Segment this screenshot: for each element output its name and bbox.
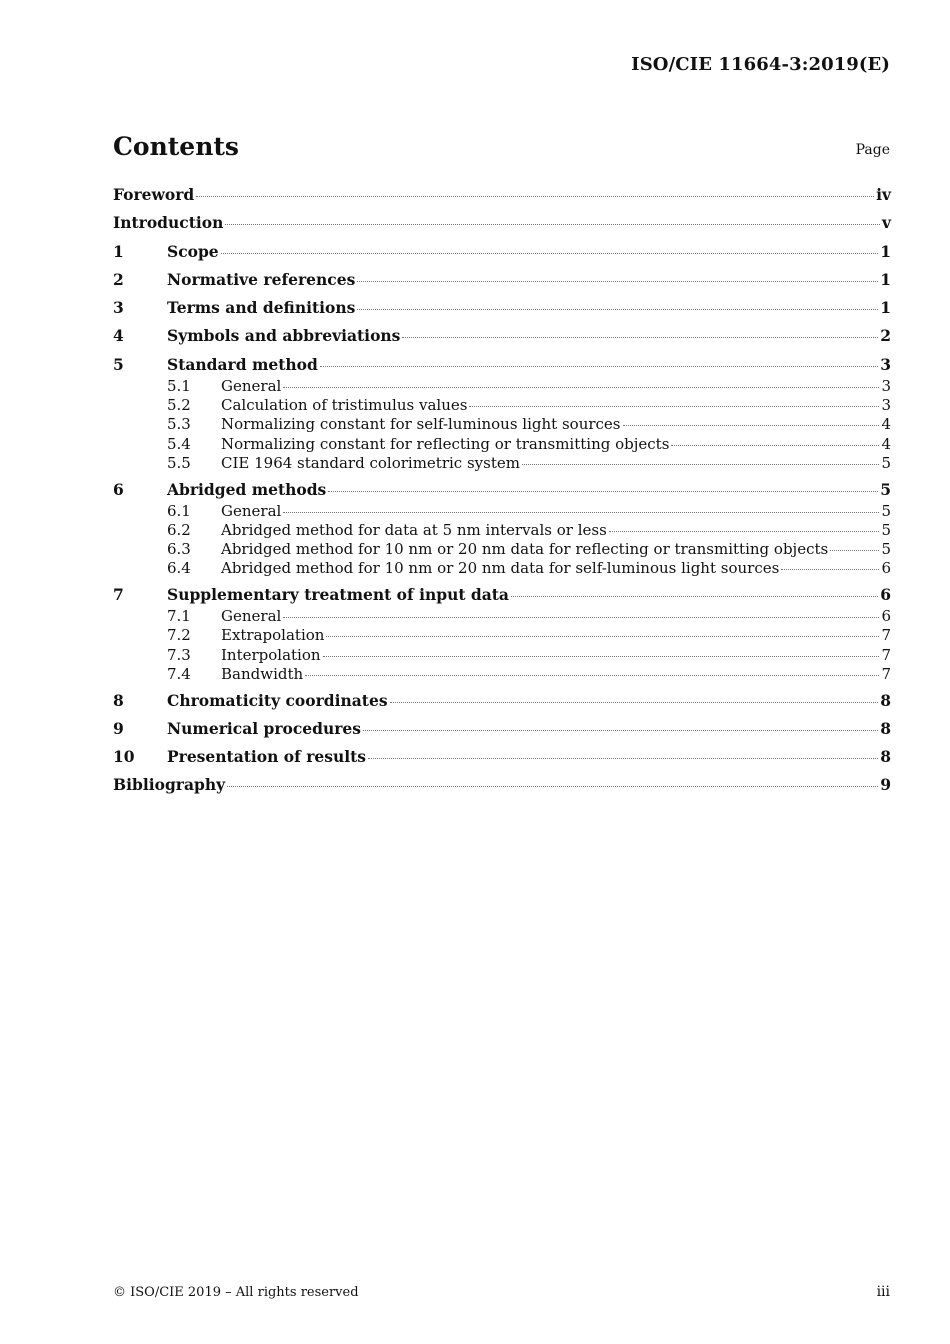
toc-entry-number: 3 [113,298,124,318]
copyright-notice: © ISO/CIE 2019 – All rights reserved [113,1285,359,1300]
dot-leader [326,636,879,637]
dot-leader [368,758,878,759]
dot-leader [283,617,879,618]
toc-entry-page[interactable]: 3 [881,396,891,415]
toc-entry-page[interactable]: 5 [881,453,891,472]
toc-entry-number: 5.4 [167,434,191,453]
toc-entry[interactable] [113,585,891,607]
toc-entry-page[interactable]: 8 [880,747,891,767]
toc-entry[interactable] [113,396,891,415]
document-id: ISO/CIE 11664-3:2019(E) [631,54,890,75]
toc-entry[interactable] [113,213,891,235]
toc-entry-title[interactable]: Abridged methods [167,479,327,499]
toc-entry[interactable] [113,185,891,207]
dot-leader [363,730,878,731]
toc-entry-page[interactable]: 7 [881,626,891,645]
toc-entry[interactable] [113,435,891,454]
toc-entry[interactable] [113,415,891,434]
toc-entry-page[interactable]: 3 [881,376,891,395]
toc-entry-title[interactable]: Bandwidth [221,664,304,683]
toc-entry-title[interactable]: Bibliography [113,775,226,795]
toc-entry[interactable] [113,270,891,292]
toc-entry-page[interactable]: 6 [881,607,891,626]
toc-entry-title[interactable]: Normalizing constant for self-luminous light sources [221,415,621,434]
dot-leader [830,550,879,551]
toc-entry-title[interactable]: Calculation of tristimulus values [221,396,468,415]
toc-entry-title[interactable]: Normalizing constant for reflecting or transmitting objects [221,434,670,453]
toc-entry-number: 6.1 [167,501,191,520]
page-number: iii [876,1284,890,1300]
toc-entry-title[interactable]: Numerical procedures [167,718,362,738]
toc-entry[interactable] [113,646,891,665]
toc-entry-page[interactable]: 7 [881,645,891,664]
toc-entry-number: 2 [113,269,124,289]
toc-entry-page[interactable]: v [881,213,891,233]
toc-entry-number: 5.3 [167,415,191,434]
toc-entry[interactable] [113,480,891,502]
toc-entry[interactable] [113,454,891,473]
toc-entry-number: 5 [113,354,124,374]
toc-entry-page[interactable]: 5 [881,501,891,520]
page-column-label: Page [855,142,890,158]
toc-entry-title[interactable]: Standard method [167,354,318,374]
toc-entry-number: 6.3 [167,540,191,559]
dot-leader [225,224,880,225]
dot-leader [305,675,879,676]
toc-entry-page[interactable]: 5 [881,520,891,539]
dot-leader [323,656,880,657]
dot-leader [320,366,878,367]
toc-entry-title[interactable]: Interpolation [221,645,321,664]
toc-entry-title[interactable]: General [221,501,282,520]
dot-leader [283,512,879,513]
toc-entry[interactable] [113,355,891,377]
toc-entry-page[interactable]: 5 [880,479,891,499]
toc-entry-page[interactable]: 1 [880,298,891,318]
table-of-contents [113,185,891,797]
toc-entry-title[interactable]: Symbols and abbreviations [167,326,401,346]
dot-leader [511,596,878,597]
toc-entry[interactable] [113,242,891,264]
toc-entry-page[interactable]: 6 [881,559,891,578]
toc-entry-page[interactable]: 1 [880,269,891,289]
toc-entry-title[interactable]: Terms and definitions [167,298,356,318]
toc-entry-number: 5.2 [167,396,191,415]
dot-leader [671,445,879,446]
contents-title: Contents [113,132,240,161]
toc-entry-page[interactable]: 9 [880,775,891,795]
toc-entry[interactable] [113,540,891,559]
toc-entry-number: 4 [113,326,124,346]
toc-entry-title[interactable]: Supplementary treatment of input data [167,585,509,605]
toc-entry-number: 1 [113,241,124,261]
dot-leader [623,425,880,426]
toc-entry-page[interactable]: 8 [880,718,891,738]
toc-entry-number: 9 [113,718,124,738]
toc-entry-page[interactable]: 1 [880,241,891,261]
toc-entry-page[interactable]: 8 [880,690,891,710]
toc-entry-number: 6.2 [167,520,191,539]
dot-leader [522,464,879,465]
dot-leader [781,569,879,570]
toc-entry-title[interactable]: Scope [167,241,219,261]
toc-entry-title[interactable]: CIE 1964 standard colorimetric system [221,453,520,472]
dot-leader [357,309,878,310]
toc-entry-title[interactable]: Normative references [167,269,356,289]
toc-entry[interactable] [113,775,891,797]
toc-entry-page[interactable]: 3 [880,354,891,374]
toc-entry[interactable] [113,559,891,578]
toc-entry-title[interactable]: General [221,376,282,395]
toc-entry-page[interactable]: iv [876,185,891,204]
toc-entry[interactable] [113,747,891,769]
toc-entry-number: 6 [113,479,124,499]
toc-entry[interactable] [113,502,891,521]
toc-entry[interactable] [113,691,891,713]
toc-entry-page[interactable]: 7 [881,664,891,683]
toc-entry[interactable] [113,719,891,741]
toc-entry-number: 7.3 [167,645,191,664]
toc-entry[interactable] [113,326,891,348]
dot-leader [328,491,878,492]
dot-leader [227,786,878,787]
toc-entry-title[interactable]: Abridged method for data at 5 nm intervals or less [221,520,607,539]
toc-entry[interactable] [113,626,891,645]
toc-entry-page[interactable]: 6 [880,585,891,605]
toc-entry-number: 8 [113,690,124,710]
dot-leader [469,406,879,407]
toc-entry-title[interactable]: Abridged method for 10 nm or 20 nm data for self-luminous light sources [221,559,780,578]
toc-entry-number: 7 [113,585,124,605]
toc-entry-number: 7.1 [167,607,191,626]
toc-entry-title[interactable]: Abridged method for 10 nm or 20 nm data for reflecting or transmitting objects [221,540,829,559]
toc-entry-title[interactable]: Introduction [113,213,224,233]
dot-leader [609,531,880,532]
toc-entry-title[interactable]: Chromaticity coordinates [167,690,388,710]
toc-entry-title[interactable]: General [221,607,282,626]
toc-entry-page[interactable]: 5 [881,540,891,559]
toc-entry[interactable] [113,377,891,396]
dot-leader [221,253,879,254]
dot-leader [283,387,879,388]
toc-entry[interactable] [113,665,891,684]
dot-leader [196,196,874,197]
toc-entry-number: 6.4 [167,559,191,578]
toc-entry-title[interactable]: Presentation of results [167,747,366,767]
toc-entry-number: 5.1 [167,376,191,395]
dot-leader [402,337,878,338]
toc-entry-title[interactable]: Extrapolation [221,626,325,645]
dot-leader [390,702,879,703]
toc-entry-number: 7.4 [167,664,191,683]
toc-entry[interactable] [113,521,891,540]
dot-leader [357,281,878,282]
toc-entry-page[interactable]: 4 [881,434,891,453]
toc-entry-page[interactable]: 4 [881,415,891,434]
toc-entry[interactable] [113,298,891,320]
toc-entry-title[interactable]: Foreword [113,185,195,204]
toc-entry-number: 7.2 [167,626,191,645]
toc-entry-number: 5.5 [167,453,191,472]
toc-entry-page[interactable]: 2 [880,326,891,346]
toc-entry-number: 10 [113,747,135,767]
toc-entry[interactable] [113,607,891,626]
